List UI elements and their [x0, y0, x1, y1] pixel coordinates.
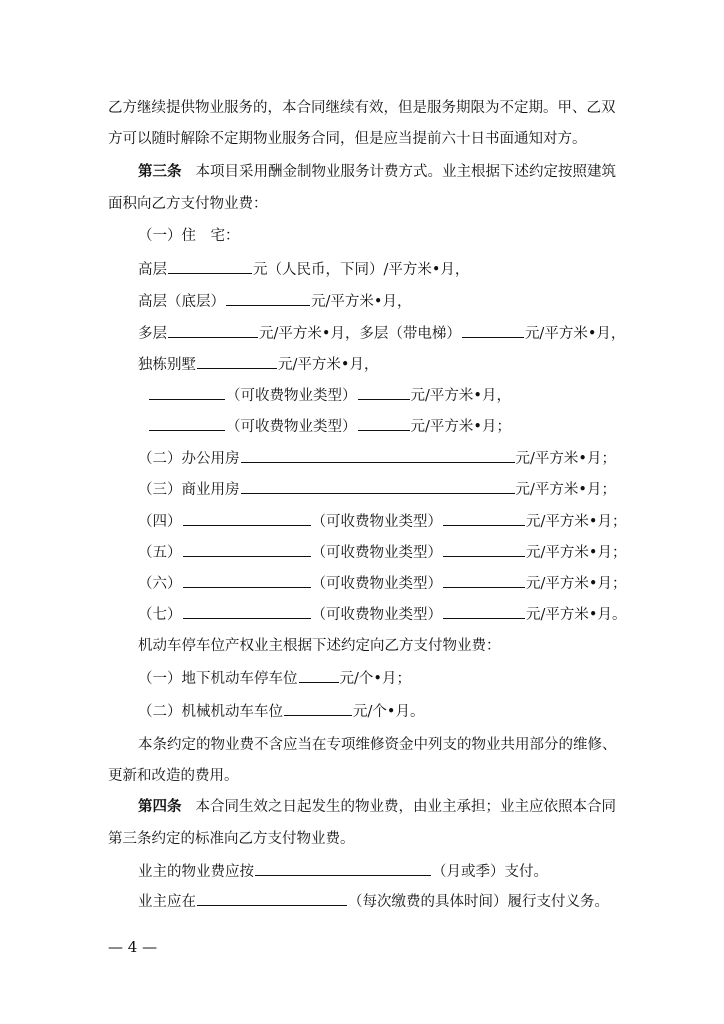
label: （三）商业用房 — [138, 482, 240, 498]
fee-line-high-rise — [138, 258, 648, 280]
unit: 元/平方米•月， — [278, 357, 379, 373]
label: （二）办公用房 — [138, 451, 240, 467]
label: 业主的物业费应按 — [138, 864, 254, 880]
type-label: （可收费物业类型） — [311, 607, 442, 623]
unit: 元/个•月。 — [353, 704, 425, 720]
label: 业主应在 — [138, 894, 196, 910]
unit: 元/平方米•月； — [526, 576, 627, 592]
fee-line-type-4 — [138, 510, 648, 532]
fee-line-other-type — [148, 384, 658, 406]
article-4-line — [138, 797, 648, 817]
fill-blank[interactable] — [168, 322, 258, 338]
fee-line-multi-storey — [138, 322, 648, 344]
fill-blank[interactable] — [197, 353, 277, 369]
unit: （月或季）支付。 — [432, 864, 548, 880]
fill-blank[interactable] — [149, 415, 225, 431]
label: （一）地下机动车停车位 — [138, 671, 298, 687]
fee-line-type-7 — [138, 603, 648, 625]
fill-blank[interactable] — [358, 415, 410, 431]
label: （七） — [138, 607, 182, 623]
fee-line-type-5 — [138, 541, 648, 563]
label: 高层 — [138, 262, 167, 278]
unit: 元/平方米•月； — [410, 419, 511, 435]
paragraph-line: 第三条约定的标准向乙方支付物业费。 — [108, 831, 355, 847]
fee-line-office — [138, 447, 648, 469]
article-4-text: 本合同生效之日起发生的物业费，由业主承担；业主应依照本合同 — [195, 799, 616, 815]
fill-blank[interactable] — [443, 510, 525, 526]
unit: 元（人民币，下同）/平方米•月， — [253, 262, 470, 278]
article-3-label: 第三条 — [138, 163, 182, 180]
fee-line-other-type — [148, 415, 658, 437]
unit: 元/平方米•月。 — [526, 607, 627, 623]
paragraph-line: 本条约定的物业费不含应当在专项维修资金中列支的物业共用部分的维修、 — [138, 737, 617, 753]
article-3-text: 本项目采用酬金制物业服务计费方式。业主根据下述约定按照建筑 — [195, 164, 616, 180]
fee-line-commercial — [138, 478, 648, 500]
parking-intro: 机动车停车位产权业主根据下述约定向乙方支付物业费： — [138, 638, 501, 654]
residential-title: （一）住 宅： — [138, 228, 240, 244]
unit: 元/平方米•月，多层（带电梯） — [259, 326, 461, 342]
fill-blank[interactable] — [443, 572, 525, 588]
fill-blank[interactable] — [443, 603, 525, 619]
type-label: （可收费物业类型） — [311, 514, 442, 530]
payment-line-frequency — [138, 860, 648, 882]
fee-line-high-rise-ground — [138, 290, 648, 312]
label: （可收费物业类型） — [226, 388, 357, 404]
unit: 元/平方米•月； — [515, 451, 616, 467]
fill-blank[interactable] — [183, 541, 311, 557]
fill-blank[interactable] — [241, 478, 515, 494]
label: 多层 — [138, 326, 167, 342]
fill-blank[interactable] — [358, 384, 410, 400]
paragraph-line: 面积向乙方支付物业费： — [108, 196, 268, 212]
label: （五） — [138, 545, 182, 561]
label: （二）机械机动车车位 — [138, 704, 283, 720]
label: （六） — [138, 576, 182, 592]
fee-line-type-6 — [138, 572, 648, 594]
fill-blank[interactable] — [255, 860, 431, 876]
fill-blank[interactable] — [168, 258, 252, 274]
unit: 元/平方米•月， — [524, 326, 626, 342]
article-4-label: 第四条 — [138, 798, 182, 815]
unit: 元/平方米•月， — [410, 388, 511, 404]
paragraph-line: 乙方继续提供物业服务的，本合同继续有效，但是服务期限为不定期。甲、乙双 — [108, 100, 616, 116]
fill-blank[interactable] — [241, 447, 515, 463]
payment-line-time — [138, 890, 648, 912]
fill-blank[interactable] — [183, 510, 311, 526]
page-number: — 4 — — [108, 938, 158, 956]
label: 高层（底层） — [138, 294, 225, 310]
unit: （每次缴费的具体时间）履行支付义务。 — [348, 894, 609, 910]
fill-blank[interactable] — [197, 890, 347, 906]
fill-blank[interactable] — [462, 322, 524, 338]
type-label: （可收费物业类型） — [311, 576, 442, 592]
label: （四） — [138, 514, 182, 530]
fee-line-villa — [138, 353, 648, 375]
label: 独栋别墅 — [138, 357, 196, 373]
article-3-line — [138, 162, 648, 182]
unit: 元/平方米•月， — [311, 294, 412, 310]
paragraph-line: 更新和改造的费用。 — [108, 768, 239, 784]
parking-line-mechanical — [138, 700, 648, 722]
fill-blank[interactable] — [183, 603, 311, 619]
unit: 元/平方米•月； — [515, 482, 616, 498]
unit: 元/个•月； — [339, 671, 411, 687]
fill-blank[interactable] — [226, 290, 310, 306]
unit: 元/平方米•月； — [526, 545, 627, 561]
parking-line-underground — [138, 667, 648, 689]
type-label: （可收费物业类型） — [311, 545, 442, 561]
label: （可收费物业类型） — [226, 419, 357, 435]
unit: 元/平方米•月； — [526, 514, 627, 530]
fill-blank[interactable] — [284, 700, 352, 716]
paragraph-line: 方可以随时解除不定期物业服务合同，但是应当提前六十日书面通知对方。 — [108, 131, 587, 147]
fill-blank[interactable] — [149, 384, 225, 400]
fill-blank[interactable] — [299, 667, 339, 683]
fill-blank[interactable] — [443, 541, 525, 557]
fill-blank[interactable] — [183, 572, 311, 588]
